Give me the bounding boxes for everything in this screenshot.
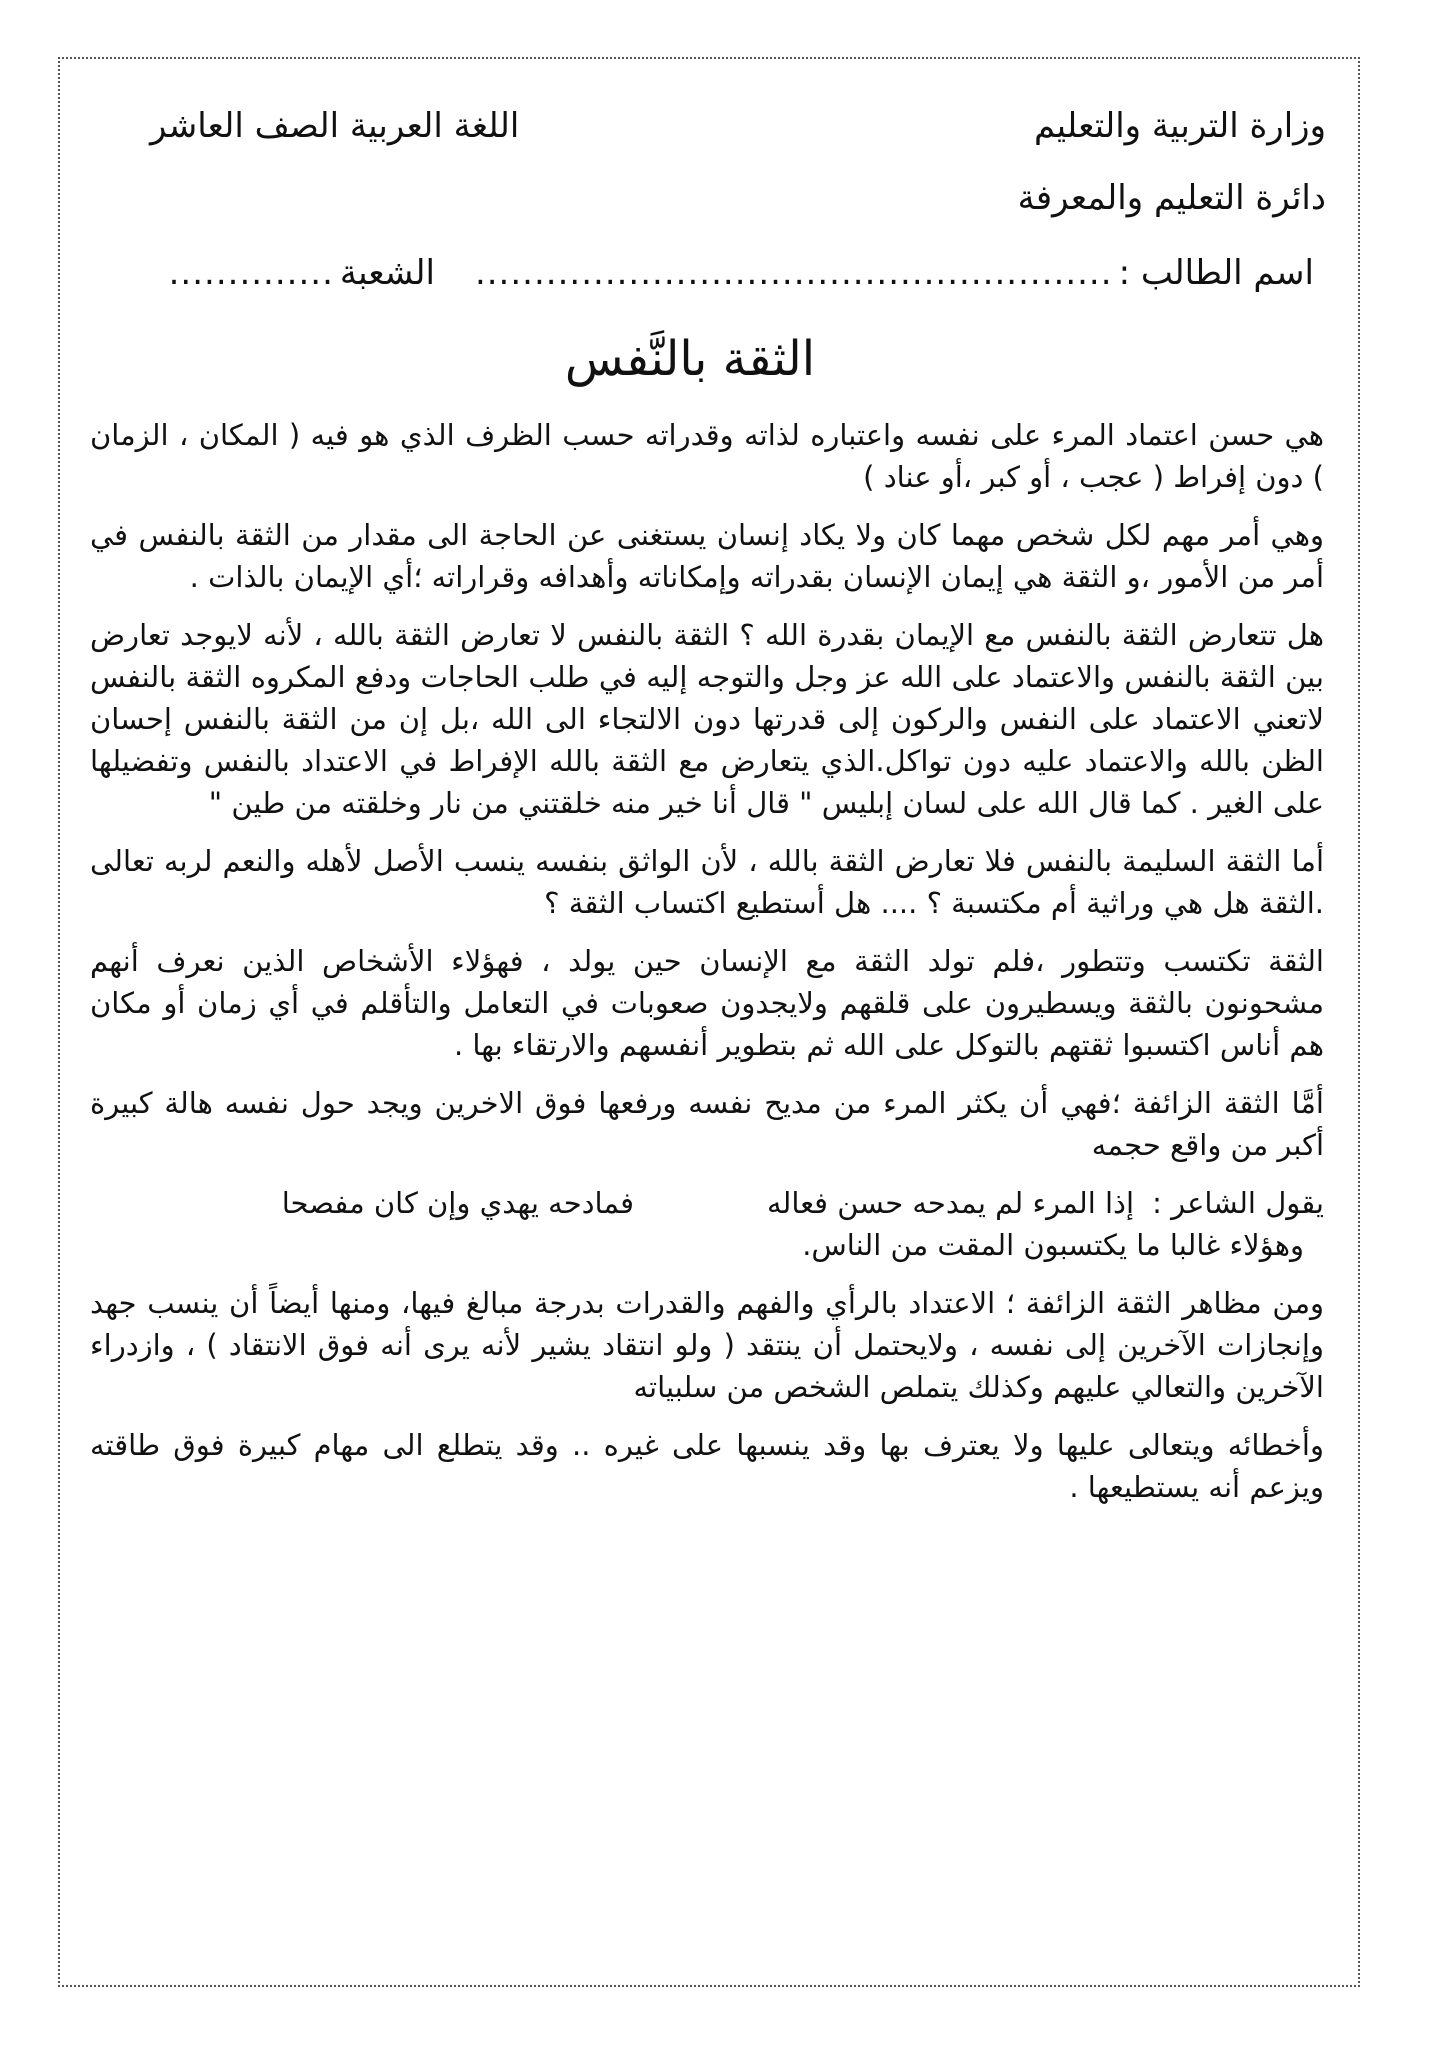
worksheet — [90, 90, 1330, 1524]
subject-grade: اللغة العربية الصف العاشر — [150, 106, 520, 146]
department-name: دائرة التعليم والمعرفة — [1017, 178, 1326, 218]
poem-second-hemistich: فمادحه يهدي وإن كان مفصحا — [281, 1186, 634, 1220]
paragraph-mistakes: وأخطائه ويتعالى عليها ولا يعترف بها وقد ينسبها على غيره .. وقد يتطلع الى مهام كبيرة فوق طاقته ويزعم أنه يستطيعها . — [90, 1428, 1324, 1504]
paragraph-false-confidence: أمَّا الثقة الزائفة ؛فهي أن يكثر المرء من مديح نفسه ورفعها فوق الاخرين ويجد حول نفسه هالة كبيرة أكبر من واقع حجمه — [90, 1086, 1324, 1162]
page-title: الثقة بالنَّفس — [564, 331, 816, 387]
paragraph-definition: هي حسن اعتماد المرء على نفسه واعتباره لذاته وقدراته حسب الظرف الذي هو فيه ( المكان ، الزمان ) دون إفراط ( عجب ، أو كبر ،أو عناد ) — [90, 418, 1324, 494]
paragraph-faith: هل تتعارض الثقة بالنفس مع الإيمان بقدرة الله ؟ الثقة بالنفس لا تعارض الثقة بالله ، لأنه لايوجد تعارض بين الثقة بالنفس والاعتماد على الله عز وجل والتوجه إليه في طلب الحاجات ودفع المكروه الثقة بالنفس لاتعني الاعتماد على النفس والركون إلى قدرتها دون الالتجاء الى الله ،بل إن من الثقة بالنفس إحسان الظن بالله والاعتماد عليه دون تواكل.الذي يتعارض مع الثقة بالله الإفراط في الاعتداد بالنفس وتفضيلها على الغير . كما قال الله على لسان إبليس " قال أنا خير منه خلقتني من نار وخلقته من طين " — [90, 618, 1324, 820]
section-label: الشعبة — [339, 253, 435, 293]
paragraph-acquired: الثقة تكتسب وتتطور ،فلم تولد الثقة مع الإنسان حين يولد ، فهؤلاء الأشخاص الذين نعرف أنهم مشحونون بالثقة ويسطيرون على قلقهم ولايجدون صعوبات في التعامل والتأقلم في أي زمان أو مكان هم أناس اكتسبوا ثقتهم بالتوكل على الله ثم بتطوير أنفسهم والارتقاء بها . — [90, 944, 1324, 1062]
paragraph-healthy-confidence: أما الثقة السليمة بالنفس فلا تعارض الثقة بالله ، لأن الواثق بنفسه ينسب الأصل لأهله والنعم لربه تعالى .الثقة هل هي وراثية أم مكتسبة ؟ .... هل أستطيع اكتساب الثقة ؟ — [90, 844, 1324, 920]
poem-intro: يقول الشاعر : — [1152, 1186, 1324, 1220]
poem-verse — [90, 1182, 1330, 1224]
student-name-field[interactable]: ...................................................... — [474, 253, 1113, 293]
section-field[interactable]: .............. — [168, 253, 334, 293]
after-poem-line: وهؤلاء غالبا ما يكتسبون المقت من الناس. — [802, 1228, 1304, 1262]
header-row — [90, 90, 1330, 162]
student-info-row — [90, 234, 1330, 312]
paragraph-false-signs: ومن مظاهر الثقة الزائفة ؛ الاعتداد بالرأي والفهم والقدرات بدرجة مبالغ فيها، ومنها أيضاً أن ينسب جهد وإنجازات الآخرين إلى نفسه ، ولايحتمل أن ينتقد ( ولو انتقاد يشير لأنه يرى أنه فوق الانتقاد ) ، وازدراء الآخرين والتعالي عليهم وكذلك يتملص الشخص من سلبياته — [90, 1286, 1324, 1404]
poem-first-hemistich: إذا المرء لم يمدحه حسن فعاله — [766, 1186, 1134, 1220]
student-name-label: اسم الطالب : — [1118, 253, 1314, 293]
ministry-name: وزارة التربية والتعليم — [1034, 106, 1326, 146]
paragraph-importance: وهي أمر مهم لكل شخص مهما كان ولا يكاد إنسان يستغنى عن الحاجة الى مقدار من الثقة بالنفس في أمر من الأمور ،و الثقة هي إيمان الإنسان بقدراته وإمكاناته وأهدافه وقراراته ؛أي الإيمان بالذات . — [90, 518, 1324, 594]
